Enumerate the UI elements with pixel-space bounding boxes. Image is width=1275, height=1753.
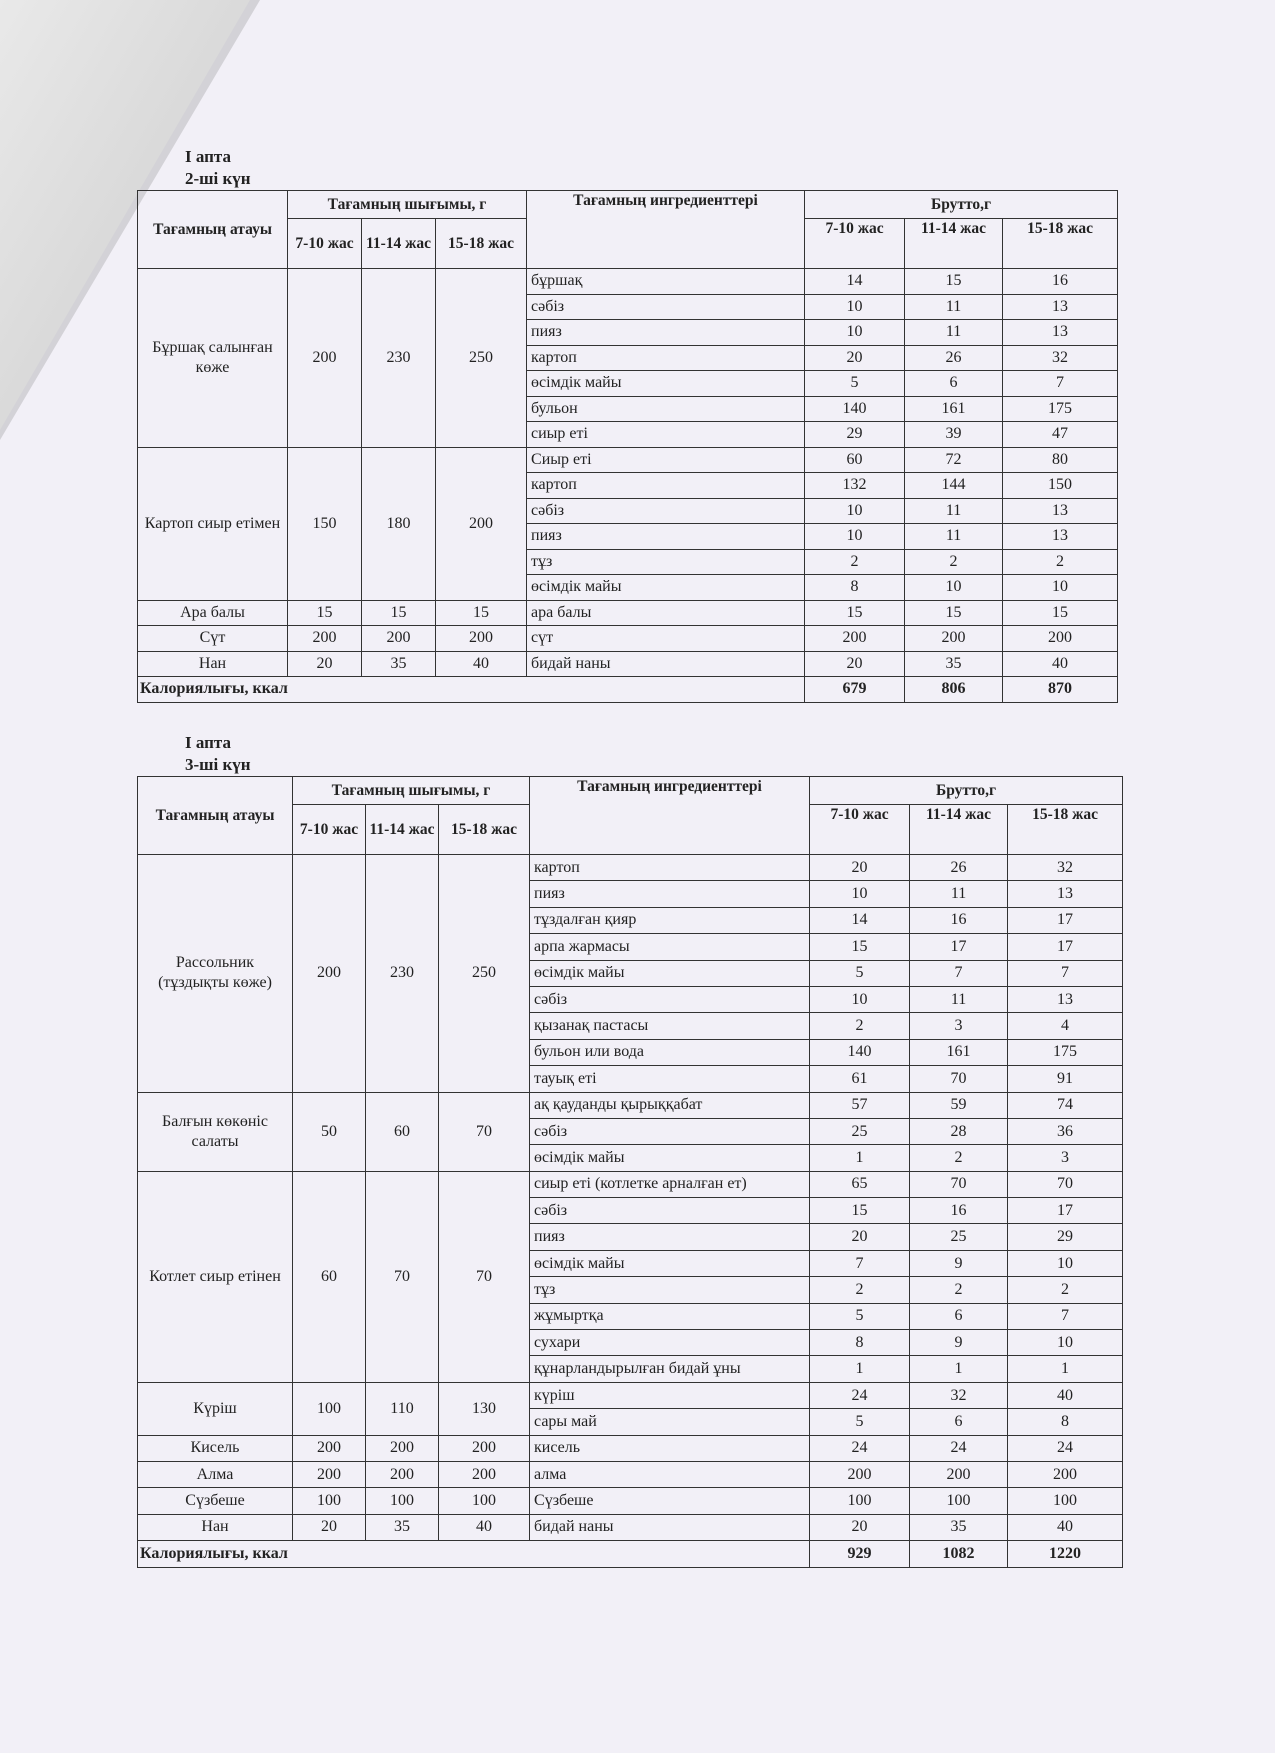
gross-value: 200 [1003,626,1118,652]
gross-value: 7 [910,960,1008,986]
gross-value: 17 [910,934,1008,960]
gross-value: 13 [1003,498,1118,524]
gross-value: 16 [910,907,1008,933]
ingredient-name: өсімдік майы [527,575,805,601]
gross-value: 24 [810,1435,910,1461]
dish-yield: 100 [293,1382,366,1435]
ingredient-name: күріш [530,1382,810,1408]
gross-value: 15 [805,600,905,626]
ingredient-name: ара балы [527,600,805,626]
gross-value: 13 [1008,881,1123,907]
dish-name-header: Тағамның атауы [138,191,288,269]
ingredient-name: пияз [527,320,805,346]
gross-value: 20 [810,1514,910,1540]
gross-value: 6 [910,1409,1008,1435]
dish-yield: 70 [439,1092,530,1171]
ingredient-name: өсімдік майы [530,960,810,986]
ingredient-name: сиыр еті [527,422,805,448]
gross-value: 47 [1003,422,1118,448]
gross-value: 16 [1003,269,1118,295]
gross-value: 14 [805,269,905,295]
gross-value: 10 [1003,575,1118,601]
ingredient-name: сәбіз [530,1118,810,1144]
dish-name: Бұршақ салынған көже [138,269,288,448]
dish-yield-header: Тағамның шығымы, г [288,191,527,219]
gross-value: 6 [905,371,1003,397]
gross-value: 1 [810,1145,910,1171]
gross-value: 61 [810,1066,910,1092]
gross-value: 70 [910,1066,1008,1092]
dish-yield: 200 [366,1435,439,1461]
dish-name: Кисель [138,1435,293,1461]
gross-value: 200 [805,626,905,652]
calorie-total: 1220 [1008,1541,1123,1567]
dish-yield: 200 [288,626,362,652]
dish-yield: 200 [362,626,436,652]
gross-value: 7 [1003,371,1118,397]
gross-value: 80 [1003,447,1118,473]
ingredient-name: өсімдік майы [530,1145,810,1171]
table-row [138,626,1118,652]
gross-value: 32 [1008,855,1123,881]
gross-value: 15 [905,600,1003,626]
menu-table [137,190,1118,703]
gross-value: 70 [1008,1171,1123,1197]
ingredient-name: картоп [527,345,805,371]
table-row [138,855,1123,881]
gross-value: 140 [810,1039,910,1065]
gross-value: 39 [905,422,1003,448]
gross-value: 7 [810,1250,910,1276]
gross-value: 24 [810,1382,910,1408]
calorie-total: 806 [905,677,1003,703]
gross-age-1: 7-10 жас [810,805,910,855]
total-row [138,677,1118,703]
week-label: I апта [185,147,231,166]
ingredient-name: пияз [530,881,810,907]
gross-value: 5 [810,1303,910,1329]
dish-yield: 200 [293,1435,366,1461]
gross-header: Брутто,г [810,777,1123,805]
gross-value: 20 [805,345,905,371]
dish-name-header: Тағамның атауы [138,777,293,855]
table-row [138,447,1118,473]
ingredient-name: бульон или вода [530,1039,810,1065]
gross-value: 15 [810,1198,910,1224]
table-header [138,777,1123,855]
gross-value: 5 [805,371,905,397]
dish-name: Күріш [138,1382,293,1435]
gross-value: 74 [1008,1092,1123,1118]
calorie-total: 1082 [910,1541,1008,1567]
table-row [138,1435,1123,1461]
ingredient-name: бидай наны [530,1514,810,1540]
dish-yield: 100 [366,1488,439,1514]
gross-value: 9 [910,1330,1008,1356]
dish-yield: 40 [439,1514,530,1540]
ingredient-name: пияз [530,1224,810,1250]
dish-yield: 15 [436,600,527,626]
gross-value: 161 [905,396,1003,422]
dish-name: Рассольник (тұздықты көже) [138,855,293,1093]
gross-value: 11 [905,320,1003,346]
gross-value: 36 [1008,1118,1123,1144]
ingredient-name: кисель [530,1435,810,1461]
gross-value: 140 [805,396,905,422]
gross-value: 40 [1003,651,1118,677]
gross-age-3: 15-18 жас [1008,805,1123,855]
gross-value: 7 [1008,960,1123,986]
gross-value: 10 [1008,1250,1123,1276]
gross-value: 70 [910,1171,1008,1197]
gross-value: 11 [905,498,1003,524]
gross-value: 200 [810,1461,910,1487]
gross-value: 100 [910,1488,1008,1514]
dish-yield: 35 [366,1514,439,1540]
gross-value: 40 [1008,1514,1123,1540]
ingredient-name: ақ қауданды қырыққабат [530,1092,810,1118]
ingredient-name: бидай наны [527,651,805,677]
ingredient-name: өсімдік майы [530,1250,810,1276]
gross-value: 11 [905,294,1003,320]
gross-value: 26 [905,345,1003,371]
table-row [138,651,1118,677]
gross-value: 2 [1008,1277,1123,1303]
gross-value: 20 [805,651,905,677]
dish-yield: 100 [293,1488,366,1514]
gross-value: 91 [1008,1066,1123,1092]
gross-age-2: 11-14 жас [910,805,1008,855]
yield-age-2: 11-14 жас [362,219,436,269]
gross-value: 65 [810,1171,910,1197]
table-row [138,1092,1123,1118]
calorie-label: Калориялығы, ккал [138,1541,810,1567]
section-heading [185,146,1118,190]
gross-value: 26 [910,855,1008,881]
gross-value: 1 [810,1356,910,1382]
gross-value: 20 [810,1224,910,1250]
gross-value: 200 [905,626,1003,652]
gross-value: 14 [810,907,910,933]
yield-age-3: 15-18 жас [436,219,527,269]
ingredient-name: картоп [527,473,805,499]
ingredient-name: бұршақ [527,269,805,295]
gross-value: 15 [905,269,1003,295]
gross-value: 8 [1008,1409,1123,1435]
menu-table [137,776,1123,1568]
gross-value: 35 [910,1514,1008,1540]
dish-yield: 200 [436,447,527,600]
table-body [138,269,1118,703]
gross-value: 2 [910,1145,1008,1171]
gross-value: 150 [1003,473,1118,499]
gross-value: 3 [910,1013,1008,1039]
gross-value: 10 [805,294,905,320]
dish-yield: 200 [293,855,366,1093]
dish-yield: 60 [293,1171,366,1382]
gross-value: 100 [1008,1488,1123,1514]
dish-yield: 230 [366,855,439,1093]
gross-header: Брутто,г [805,191,1118,219]
yield-age-1: 7-10 жас [293,805,366,855]
gross-value: 25 [810,1118,910,1144]
gross-value: 20 [810,855,910,881]
yield-age-2: 11-14 жас [366,805,439,855]
dish-yield: 60 [366,1092,439,1171]
gross-value: 5 [810,960,910,986]
table-row [138,1382,1123,1408]
gross-value: 200 [1008,1461,1123,1487]
gross-value: 10 [805,498,905,524]
gross-value: 11 [910,881,1008,907]
table-row [138,1488,1123,1514]
gross-value: 28 [910,1118,1008,1144]
dish-yield: 15 [288,600,362,626]
ingredient-name: тұз [527,549,805,575]
gross-value: 6 [910,1303,1008,1329]
gross-value: 15 [810,934,910,960]
gross-value: 59 [910,1092,1008,1118]
gross-value: 2 [1003,549,1118,575]
dish-yield: 250 [436,269,527,448]
gross-value: 17 [1008,1198,1123,1224]
dish-name: Ара балы [138,600,288,626]
gross-value: 10 [805,524,905,550]
dish-yield: 35 [362,651,436,677]
gross-value: 13 [1003,320,1118,346]
dish-yield: 70 [366,1171,439,1382]
gross-value: 13 [1003,524,1118,550]
ingredient-name: бульон [527,396,805,422]
dish-name: Котлет сиыр етінен [138,1171,293,1382]
gross-value: 200 [910,1461,1008,1487]
calorie-total: 929 [810,1541,910,1567]
gross-value: 161 [910,1039,1008,1065]
table-row [138,1171,1123,1197]
ingredient-name: сухари [530,1330,810,1356]
dish-yield: 200 [439,1461,530,1487]
dish-yield: 15 [362,600,436,626]
gross-value: 13 [1003,294,1118,320]
dish-yield: 130 [439,1382,530,1435]
ingredient-name: алма [530,1461,810,1487]
gross-value: 32 [910,1382,1008,1408]
gross-value: 7 [1008,1303,1123,1329]
dish-name: Алма [138,1461,293,1487]
dish-yield: 180 [362,447,436,600]
dish-yield: 200 [439,1435,530,1461]
gross-value: 25 [910,1224,1008,1250]
ingredient-name: тұздалған қияр [530,907,810,933]
gross-value: 24 [910,1435,1008,1461]
table-header [138,191,1118,269]
dish-yield: 200 [436,626,527,652]
gross-value: 10 [810,881,910,907]
ingredients-header: Тағамның ингредиенттері [530,777,810,855]
gross-age-3: 15-18 жас [1003,219,1118,269]
gross-value: 1 [1008,1356,1123,1382]
gross-value: 57 [810,1092,910,1118]
dish-name: Балғын көкөніс салаты [138,1092,293,1171]
menu-section-day-3 [137,732,1123,1568]
menu-section-day-2 [137,146,1118,703]
ingredient-name: құнарландырылған бидай ұны [530,1356,810,1382]
gross-value: 35 [905,651,1003,677]
day-label: 3-ші күн [185,755,251,774]
yield-age-1: 7-10 жас [288,219,362,269]
gross-value: 24 [1008,1435,1123,1461]
dish-yield: 20 [288,651,362,677]
gross-value: 2 [905,549,1003,575]
gross-value: 2 [810,1013,910,1039]
gross-value: 1 [910,1356,1008,1382]
ingredient-name: сиыр еті (котлетке арналған ет) [530,1171,810,1197]
ingredient-name: сары май [530,1409,810,1435]
total-row [138,1541,1123,1567]
gross-value: 32 [1003,345,1118,371]
dish-yield: 20 [293,1514,366,1540]
gross-value: 10 [810,986,910,1012]
dish-yield: 110 [366,1382,439,1435]
gross-value: 100 [810,1488,910,1514]
gross-value: 175 [1008,1039,1123,1065]
dish-yield: 100 [439,1488,530,1514]
gross-value: 72 [905,447,1003,473]
dish-name: Сүт [138,626,288,652]
gross-value: 132 [805,473,905,499]
week-label: I апта [185,733,231,752]
dish-yield: 70 [439,1171,530,1382]
gross-value: 2 [910,1277,1008,1303]
table-row [138,1514,1123,1540]
gross-value: 13 [1008,986,1123,1012]
gross-value: 60 [805,447,905,473]
gross-value: 10 [905,575,1003,601]
gross-value: 16 [910,1198,1008,1224]
calorie-total: 870 [1003,677,1118,703]
gross-value: 2 [805,549,905,575]
gross-value: 29 [805,422,905,448]
gross-value: 8 [805,575,905,601]
dish-yield: 50 [293,1092,366,1171]
ingredient-name: қызанақ пастасы [530,1013,810,1039]
dish-yield-header: Тағамның шығымы, г [293,777,530,805]
dish-yield: 200 [288,269,362,448]
gross-value: 2 [810,1277,910,1303]
dish-name: Сүзбеше [138,1488,293,1514]
ingredient-name: тұз [530,1277,810,1303]
day-label: 2-ші күн [185,169,251,188]
dish-name: Картоп сиыр етімен [138,447,288,600]
ingredient-name: сәбіз [530,986,810,1012]
ingredient-name: пияз [527,524,805,550]
gross-value: 11 [905,524,1003,550]
gross-value: 144 [905,473,1003,499]
ingredients-header: Тағамның ингредиенттері [527,191,805,269]
gross-value: 8 [810,1330,910,1356]
gross-value: 11 [910,986,1008,1012]
dish-name: Нан [138,1514,293,1540]
gross-value: 40 [1008,1382,1123,1408]
ingredient-name: Сүзбеше [530,1488,810,1514]
gross-value: 17 [1008,934,1123,960]
table-row [138,269,1118,295]
gross-age-1: 7-10 жас [805,219,905,269]
ingredient-name: өсімдік майы [527,371,805,397]
gross-value: 10 [1008,1330,1123,1356]
calorie-label: Калориялығы, ккал [138,677,805,703]
gross-value: 17 [1008,907,1123,933]
ingredient-name: сүт [527,626,805,652]
ingredient-name: картоп [530,855,810,881]
ingredient-name: сәбіз [530,1198,810,1224]
yield-age-3: 15-18 жас [439,805,530,855]
gross-value: 15 [1003,600,1118,626]
gross-value: 175 [1003,396,1118,422]
ingredient-name: сәбіз [527,498,805,524]
gross-value: 5 [810,1409,910,1435]
ingredient-name: жұмыртқа [530,1303,810,1329]
gross-value: 10 [805,320,905,346]
dish-yield: 230 [362,269,436,448]
ingredient-name: Сиыр еті [527,447,805,473]
ingredient-name: тауық еті [530,1066,810,1092]
dish-yield: 200 [366,1461,439,1487]
gross-value: 29 [1008,1224,1123,1250]
gross-age-2: 11-14 жас [905,219,1003,269]
dish-name: Нан [138,651,288,677]
dish-yield: 150 [288,447,362,600]
table-row [138,1461,1123,1487]
gross-value: 3 [1008,1145,1123,1171]
dish-yield: 40 [436,651,527,677]
ingredient-name: сәбіз [527,294,805,320]
dish-yield: 200 [293,1461,366,1487]
gross-value: 4 [1008,1013,1123,1039]
gross-value: 9 [910,1250,1008,1276]
calorie-total: 679 [805,677,905,703]
table-body [138,855,1123,1568]
ingredient-name: арпа жармасы [530,934,810,960]
table-row [138,600,1118,626]
section-heading [185,732,1123,776]
dish-yield: 250 [439,855,530,1093]
